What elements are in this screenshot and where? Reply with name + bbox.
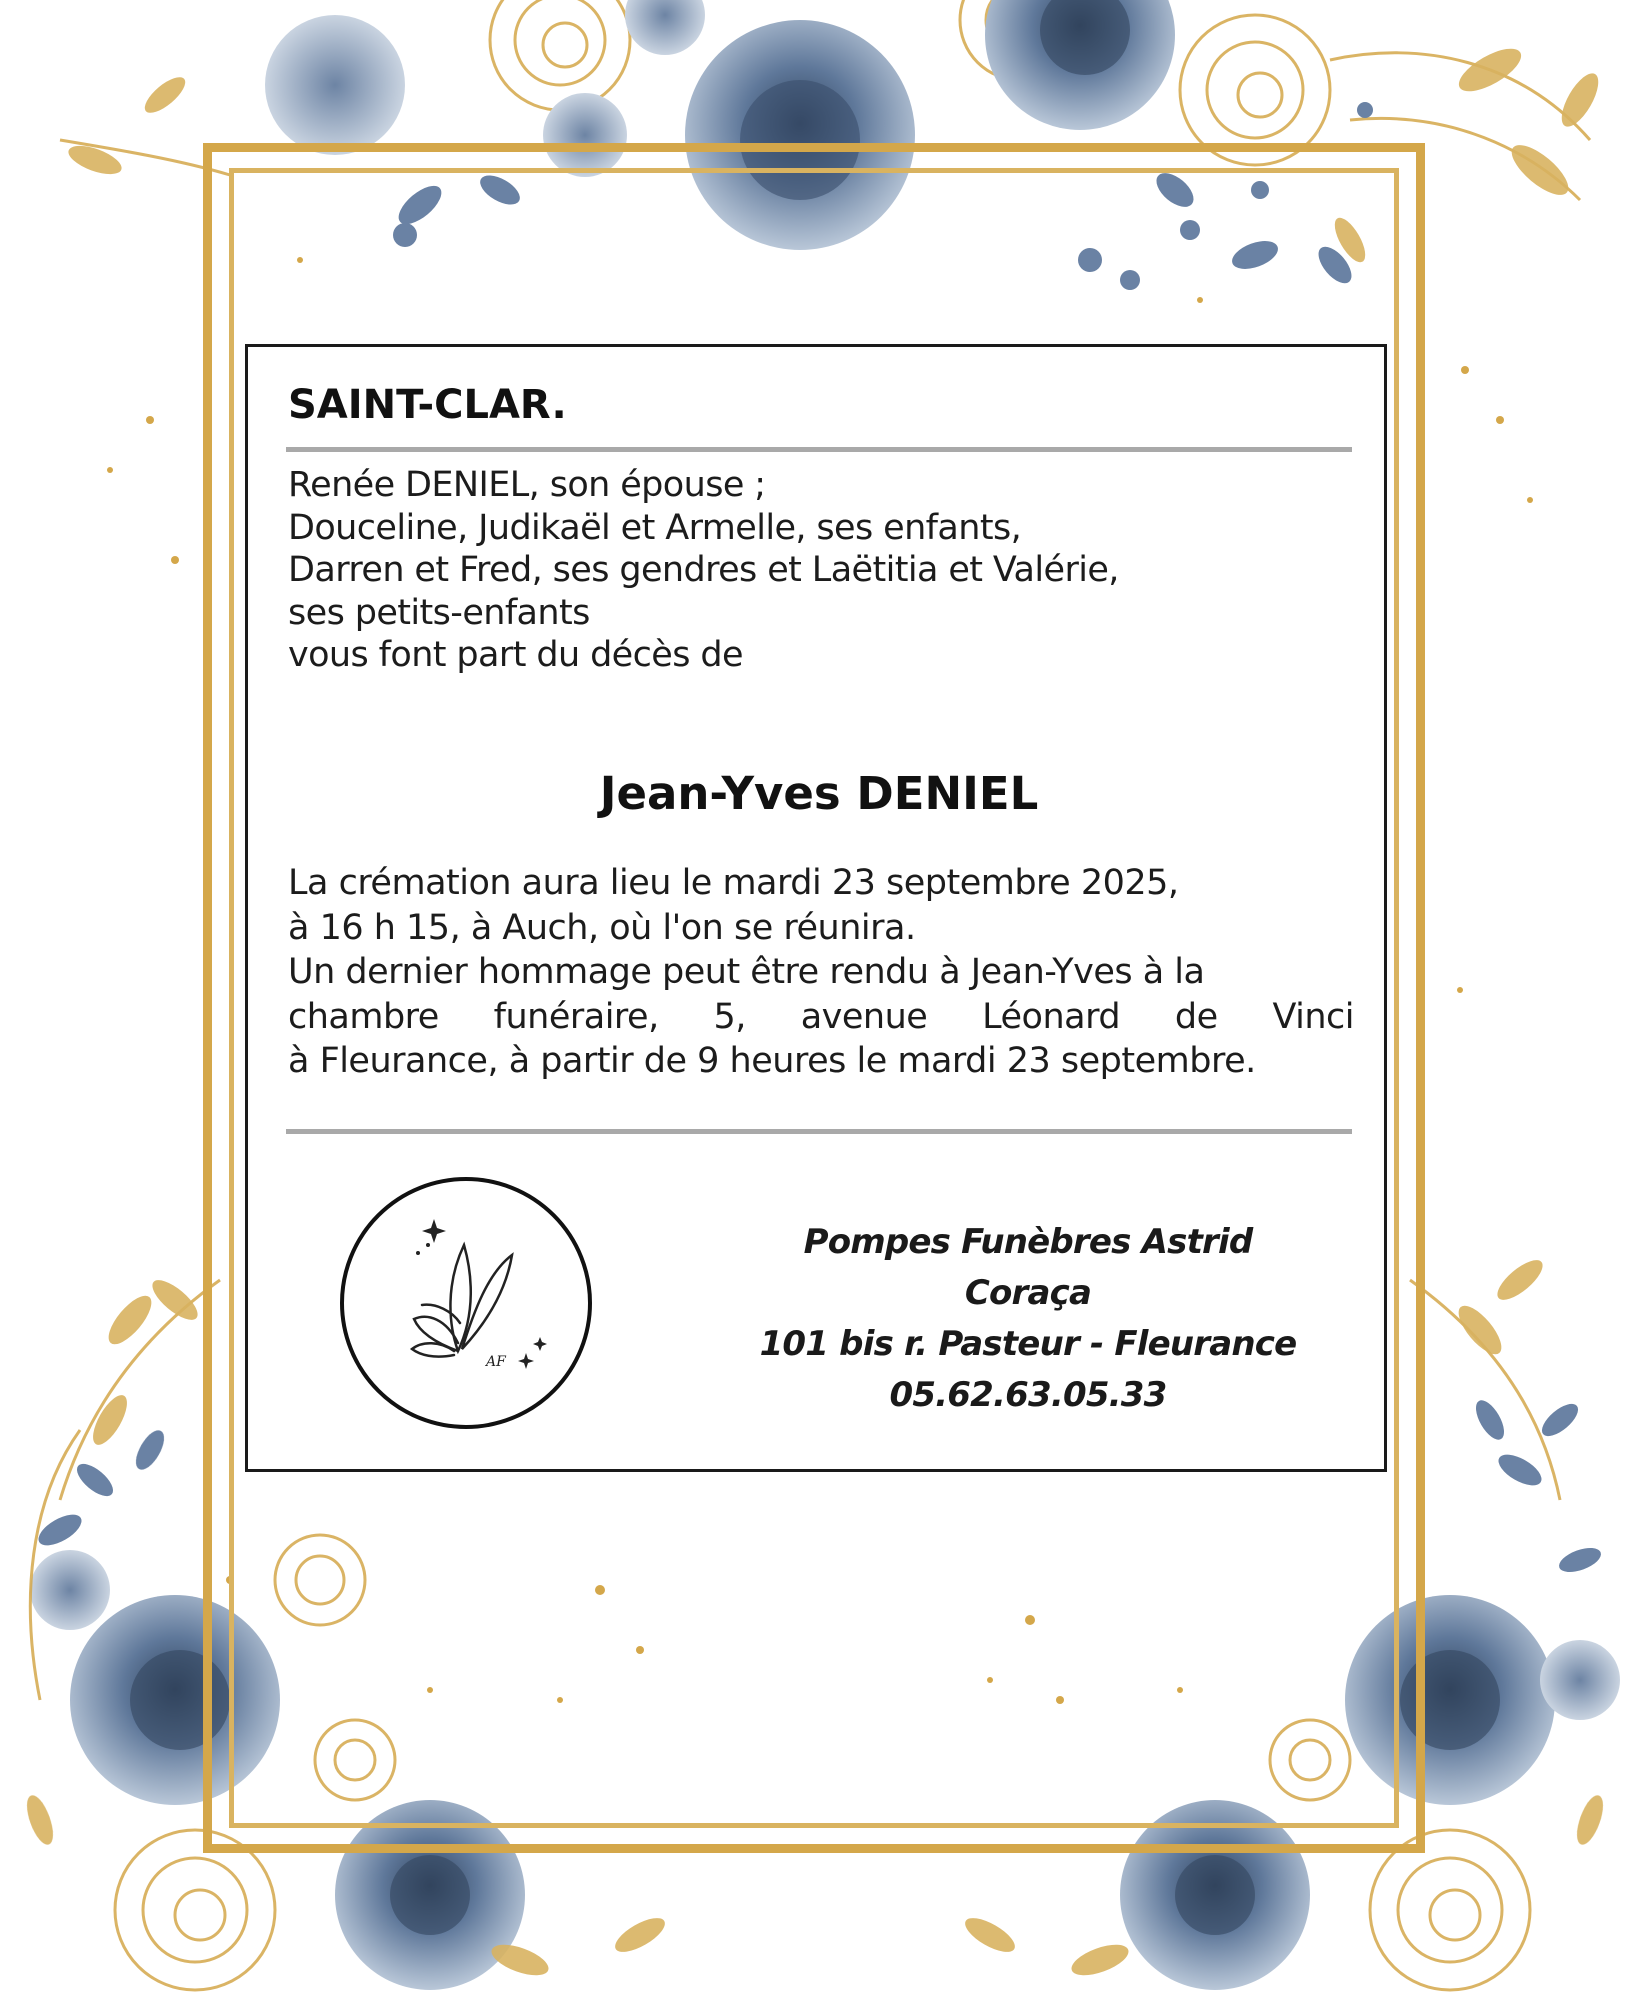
ceremony-details	[288, 861, 1354, 1084]
death-notice	[245, 344, 1387, 1472]
details-line: Un dernier hommage peut être rendu à Jean-Yves à la	[288, 952, 1205, 992]
funeral-home-name: Pompes Funèbres Astrid Coraça	[803, 1222, 1253, 1313]
details-line: chambre funéraire, 5, avenue Léonard de Vinci	[288, 996, 1354, 1037]
logo-monogram: AF	[486, 1354, 506, 1370]
deceased-name: Jean-Yves DENIEL	[599, 767, 1039, 820]
family-line: Darren et Fred, ses gendres et Laëtitia et Valérie,	[288, 550, 1119, 590]
divider	[286, 447, 1352, 452]
funeral-home-logo	[336, 1173, 596, 1433]
family-announcement	[288, 464, 1348, 677]
details-line: à 16 h 15, à Auch, où l'on se réunira.	[288, 907, 916, 948]
divider	[286, 1129, 1352, 1134]
details-line: La crémation aura lieu le mardi 23 septembre 2025,	[288, 863, 1179, 903]
details-line: à Fleurance, à partir de 9 heures le mardi 23 septembre.	[288, 1041, 1256, 1081]
family-line: Renée DENIEL, son épouse ;	[288, 465, 766, 505]
family-line: Douceline, Judikaël et Armelle, ses enfants,	[288, 507, 1022, 548]
funeral-home-address: 101 bis r. Pasteur - Fleurance	[759, 1324, 1297, 1364]
town-heading: SAINT-CLAR.	[288, 382, 567, 428]
funeral-home-info	[758, 1217, 1298, 1421]
butterfly-icon	[412, 1245, 512, 1357]
family-line: vous font part du décès de	[288, 635, 743, 675]
family-line: ses petits-enfants	[288, 592, 590, 633]
funeral-home-phone: 05.62.63.05.33	[889, 1375, 1167, 1415]
